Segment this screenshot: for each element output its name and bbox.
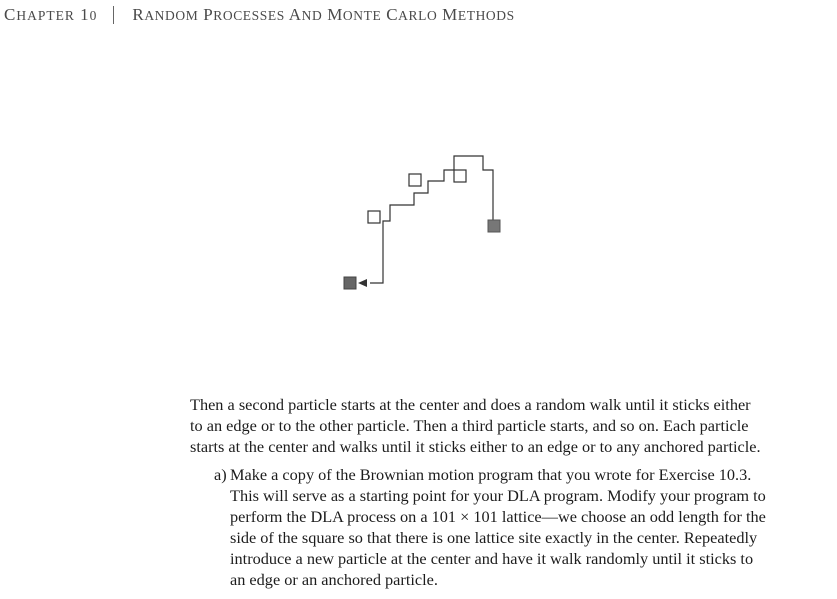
walk-path — [370, 156, 493, 283]
exercise-label: a) — [214, 465, 227, 484]
paragraph-line: starts at the center and walks until it sticks either to an edge or to any anchored particle. — [190, 437, 761, 456]
anchored-particle — [344, 277, 356, 289]
chapter-title: RANDOM PROCESSES AND MONTE CARLO METHODS — [132, 5, 515, 24]
exercise-line: perform the DLA process on a 101 × 101 lattice—we choose an odd length for the — [230, 507, 766, 526]
exercise-line: side of the square so that there is one lattice site exactly in the center. Repeatedly — [230, 528, 758, 547]
exercise-line: Make a copy of the Brownian motion program that you wrote for Exercise 10.3. — [230, 465, 752, 484]
header-divider — [113, 6, 114, 24]
arrow-head — [358, 279, 367, 287]
paragraph-line: Then a second particle starts at the center and does a random walk until it sticks either — [190, 395, 751, 414]
walk-marker-1 — [409, 174, 421, 186]
running-header — [4, 4, 515, 26]
exercise-line: This will serve as a starting point for your DLA program. Modify your program to — [230, 486, 766, 505]
walk-marker-2 — [368, 211, 380, 223]
paragraph — [190, 394, 820, 457]
paragraph-line: to an edge or to the other particle. Then a third particle starts, and so on. Each particle — [190, 416, 749, 435]
start-particle — [488, 220, 500, 232]
exercise-item-a — [190, 464, 820, 590]
exercise-line: an edge or an anchored particle. — [230, 570, 438, 589]
walk-marker-3 — [454, 170, 466, 182]
random-walk-figure — [330, 148, 510, 298]
chapter-label: CHAPTER 10 — [4, 5, 98, 24]
body-text — [190, 394, 820, 590]
exercise-line: introduce a new particle at the center and have it walk randomly until it sticks to — [230, 549, 754, 568]
